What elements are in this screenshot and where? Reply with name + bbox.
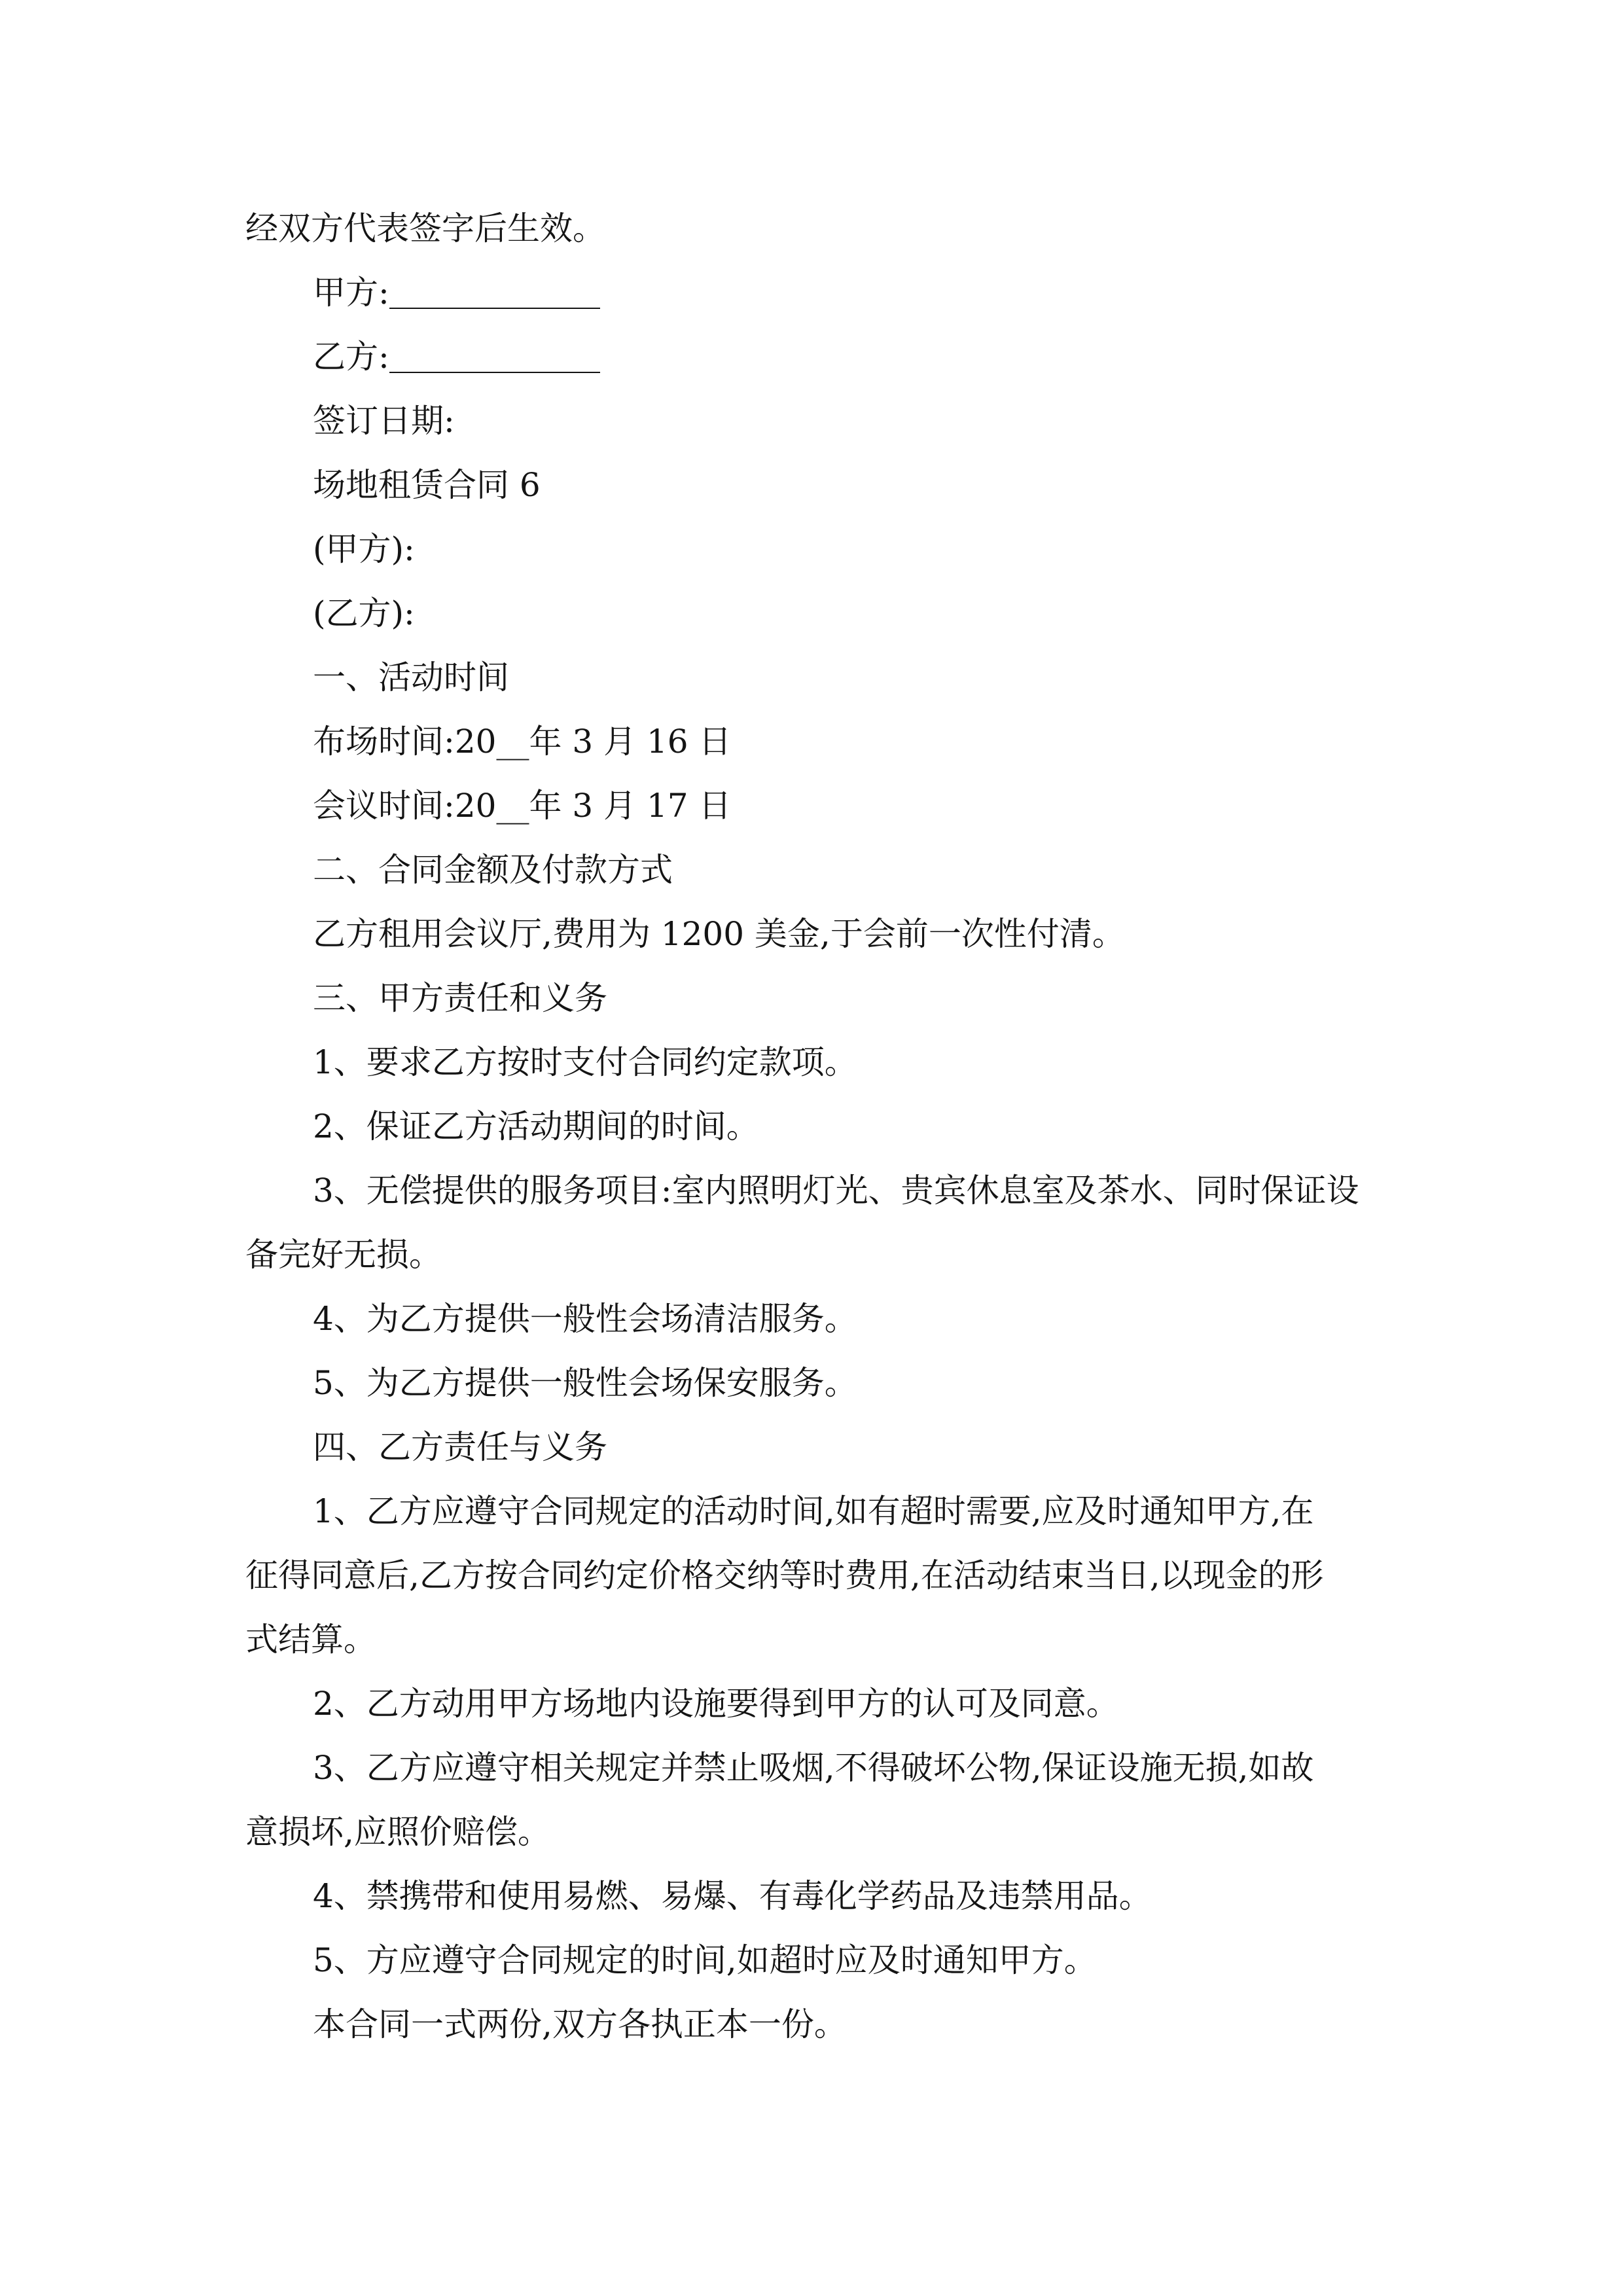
section-heading: 二、合同金额及付款方式 — [313, 851, 673, 889]
clause-line: 2、乙方动用甲方场地内设施要得到甲方的认可及同意。 — [313, 1685, 1119, 1723]
document-body — [245, 196, 1384, 2056]
party-b-signature-line — [245, 325, 1384, 389]
party-a-line: (甲方): — [313, 530, 415, 568]
clause-line: 3、乙方应遵守相关规定并禁止吸烟,不得破坏公物,保证设施无损,如故 — [313, 1749, 1314, 1787]
clause-continuation: 备完好无损。 — [245, 1236, 442, 1274]
party-a-blank — [389, 308, 600, 309]
party-b-line: (乙方): — [313, 594, 415, 632]
clause-line: 2、保证乙方活动期间的时间。 — [313, 1107, 759, 1145]
clause-continuation: 意损坏,应照价赔偿。 — [245, 1813, 550, 1851]
closing-line: 本合同一式两份,双方各执正本一份。 — [313, 2005, 847, 2043]
contract-title: 场地租赁合同 6 — [313, 466, 541, 504]
text-line: 布场时间:20__年 3 月 16 日 — [313, 723, 732, 761]
clause-line: 5、为乙方提供一般性会场保安服务。 — [313, 1364, 857, 1402]
clause-line: 1、乙方应遵守合同规定的活动时间,如有超时需要,应及时通知甲方,在 — [313, 1492, 1314, 1530]
section-heading: 一、活动时间 — [313, 658, 509, 696]
party-a-signature-line — [245, 260, 1384, 325]
section-heading: 四、乙方责任与义务 — [313, 1428, 607, 1466]
clause-continuation: 征得同意后,乙方按合同约定价格交纳等时费用,在活动结束当日,以现金的形 — [245, 1556, 1324, 1594]
clause-continuation: 式结算。 — [245, 1621, 376, 1659]
text-line: 会议时间:20__年 3 月 17 日 — [313, 787, 732, 825]
text-line: 乙方租用会议厅,费用为 1200 美金,于会前一次性付清。 — [313, 915, 1125, 953]
clause-line: 4、为乙方提供一般性会场清洁服务。 — [313, 1300, 857, 1338]
signing-date-line: 签订日期: — [313, 402, 455, 440]
party-a-label: 甲方: — [313, 274, 389, 312]
text-line: 经双方代表签字后生效。 — [245, 209, 605, 247]
party-b-label: 乙方: — [313, 338, 389, 376]
clause-line: 1、要求乙方按时支付合同约定款项。 — [313, 1043, 857, 1081]
clause-line: 5、方应遵守合同规定的时间,如超时应及时通知甲方。 — [313, 1941, 1097, 1979]
clause-line: 4、禁携带和使用易燃、易爆、有毒化学药品及违禁用品。 — [313, 1877, 1152, 1915]
party-b-blank — [389, 372, 600, 373]
section-heading: 三、甲方责任和义务 — [313, 979, 607, 1017]
clause-line: 3、无偿提供的服务项目:室内照明灯光、贵宾休息室及茶水、同时保证设 — [313, 1172, 1359, 1210]
